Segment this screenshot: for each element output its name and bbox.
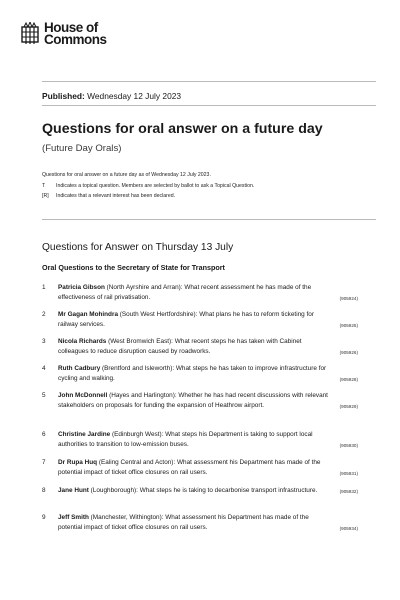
published-date: Wednesday 12 July 2023 — [87, 91, 182, 101]
question-item — [42, 486, 358, 496]
question-text: (South West Hertfordshire): What plans he has to reform ticketing for railway services. — [58, 311, 314, 328]
legend-text: Indicates that a relevant interest has been declared. — [56, 193, 176, 199]
question-member: Christine Jardine — [58, 431, 111, 438]
question-text: (Loughborough): What steps he is taking to decarbonise transport infrastructure. — [88, 487, 318, 494]
legend-text: Indicates a topical question. Members are selected by ballot to ask a Topical Question. — [56, 183, 255, 189]
intro-text: Questions for oral answer on a future day as of Wednesday 12 July 2023. — [42, 172, 211, 178]
question-member: Mr Gagan Mohindra — [58, 311, 119, 318]
question-text: (Brentford and Isleworth): What steps he has taken to improve infrastructure for cycling and walking. — [58, 365, 327, 382]
question-ref: (905932) — [339, 489, 358, 494]
question-number: 2 — [42, 311, 46, 318]
question-number: 4 — [42, 365, 46, 372]
legend-key: T — [42, 183, 46, 189]
question-member: Ruth Cadbury — [58, 365, 101, 372]
question-item — [42, 458, 358, 478]
question-number: 7 — [42, 459, 46, 466]
question-member: Dr Rupa Huq — [58, 459, 98, 466]
question-ref: (905930) — [339, 443, 358, 448]
question-member: Nicola Richards — [58, 338, 107, 345]
question-text: (Edinburgh West): What steps his Department is taking to support local authorities to transition to low-emission buses. — [58, 431, 313, 448]
question-text: (Hayes and Harlington): Whether he has had recent discussions with relevant stakeholders on proposals for funding the expansion of Heathrow airport. — [58, 392, 328, 409]
question-ref: (905928) — [339, 377, 358, 382]
page-subtitle: (Future Day Orals) — [42, 143, 122, 154]
divider — [42, 105, 376, 106]
question-number: 1 — [42, 284, 46, 291]
question-member: John McDonnell — [58, 392, 108, 399]
page-title: Questions for oral answer on a future day — [42, 121, 323, 137]
question-number: 5 — [42, 392, 46, 399]
question-member: Jeff Smith — [58, 514, 89, 521]
question-ref: (905929) — [339, 404, 358, 409]
question-text: (West Bromwich East): What recent steps he has taken with Cabinet colleagues to reduce disruption caused by roadworks. — [58, 338, 302, 355]
question-text: (North Ayrshire and Arran): What recent assessment he has made of the effectiveness of rail privatisation. — [58, 284, 312, 301]
question-item — [42, 364, 358, 384]
question-ref: (905924) — [339, 296, 358, 301]
question-number: 8 — [42, 487, 46, 494]
question-member: Patricia Gibson — [58, 284, 105, 291]
logo-line-1: House of — [44, 20, 98, 35]
divider — [42, 81, 376, 82]
question-number: 6 — [42, 431, 46, 438]
legend-item-interest — [42, 193, 175, 199]
portcullis-icon — [20, 22, 40, 46]
published-line — [42, 91, 181, 101]
question-text: (Ealing Central and Acton): What assessment his Department has made of the potential impact of ticket office closures on rail users. — [58, 459, 321, 476]
question-member: Jane Hunt — [58, 487, 89, 494]
question-item — [42, 430, 358, 450]
question-item — [42, 391, 358, 411]
question-ref: (905931) — [339, 471, 358, 476]
question-item — [42, 283, 358, 303]
question-ref: (905925) — [339, 323, 358, 328]
section-title: Questions for Answer on Thursday 13 July — [42, 242, 234, 253]
published-label: Published: — [42, 91, 85, 101]
logo-line-2: Commons — [44, 32, 107, 47]
legend-item-topical — [42, 183, 254, 189]
house-of-commons-logo — [20, 22, 107, 46]
question-number: 3 — [42, 338, 46, 345]
divider — [42, 219, 376, 220]
question-number: 9 — [42, 514, 46, 521]
question-ref: (905934) — [339, 526, 358, 531]
question-text: (Manchester, Withington): What assessment his Department has made of the potential impact of ticket office closures on rail users. — [58, 514, 309, 531]
question-item — [42, 310, 358, 330]
question-item — [42, 337, 358, 357]
legend-key: [R] — [42, 193, 49, 199]
question-item — [42, 513, 358, 533]
subsection-title: Oral Questions to the Secretary of State for Transport — [42, 263, 225, 272]
question-ref: (905926) — [339, 350, 358, 355]
